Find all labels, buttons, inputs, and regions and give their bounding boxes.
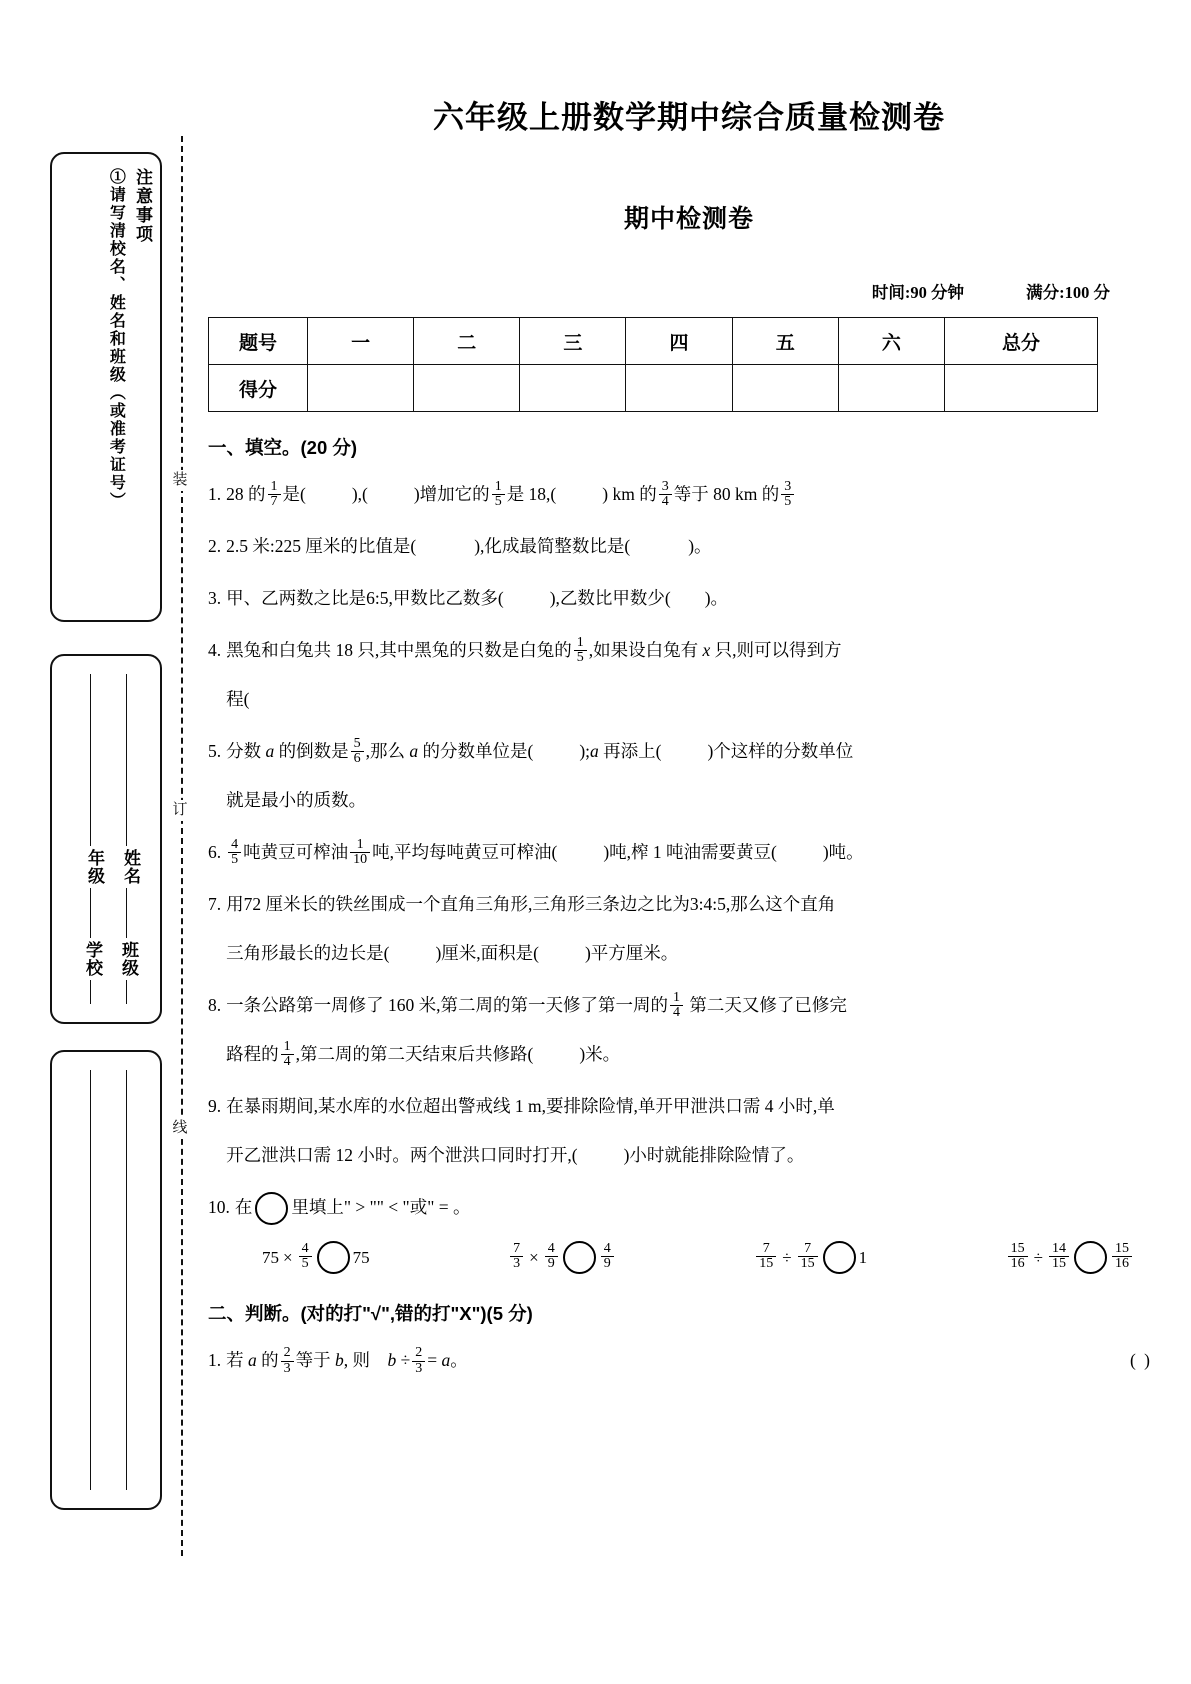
info-line-class[interactable]: [126, 1070, 127, 1490]
fraction-2-3-a: $\frac{2}{3}$: [281, 1346, 294, 1376]
comparison-1: 75 × $\frac{4}{5}$ 75: [262, 1241, 370, 1274]
seal-mark-zhuang: 装: [160, 470, 200, 491]
score-col-2: 二: [414, 318, 520, 365]
fraction-4-5-c1: $\frac{4}{5}$: [299, 1242, 312, 1272]
score-table[interactable]: [208, 317, 1098, 412]
seal-mark-ding: 订: [160, 800, 200, 821]
question-8-number: 8.: [208, 995, 222, 1015]
fraction-7-15-c3: $\frac{7}{15}$: [756, 1242, 776, 1272]
question-1-number: 1.: [208, 484, 222, 504]
score-col-4: 四: [626, 318, 732, 365]
question-7-number: 7.: [208, 894, 222, 914]
fraction-5-6: $\frac{5}{6}$: [351, 737, 364, 767]
question-9-number: 9.: [208, 1096, 222, 1116]
question-5: [208, 734, 1170, 818]
info-label-grade: 年级: [82, 846, 107, 888]
fraction-1-5: $\frac{1}{5}$: [492, 480, 505, 510]
info-label-class: 班级: [116, 938, 141, 980]
question-3: [208, 581, 1170, 616]
score-row-label-question: 题号: [209, 318, 308, 365]
compare-circle-2[interactable]: [563, 1241, 596, 1274]
score-col-3: 三: [520, 318, 626, 365]
notice-title: 注意事项: [133, 168, 152, 244]
fraction-15-16-c4b: $\frac{15}{16}$: [1112, 1242, 1132, 1272]
question-9-body: 在暴雨期间,某水库的水位超出警戒线 1 m,要排除险情,单开甲泄洪口需 4 小时,单 开乙泄洪口需 12 小时。两个泄洪口同时打开,( )小时就能排除险情了。: [226, 1089, 1170, 1173]
info-line-school[interactable]: [90, 1070, 91, 1490]
fraction-1-4-a: $\frac{1}{4}$: [670, 991, 683, 1021]
fraction-1-5-q4: $\frac{1}{5}$: [574, 636, 587, 666]
question-5-body: 分数 a 的倒数是 $\frac{5}{6}$ ,那么 a 的分数单位是( );a 再添上( )个这样的分数单位 就是最小的质数。: [226, 734, 1170, 818]
table-row-question-numbers: [209, 318, 1098, 365]
fraction-7-3-c2: $\frac{7}{3}$: [510, 1242, 523, 1272]
question-6: [208, 835, 1170, 870]
score-cell-3[interactable]: [520, 365, 626, 412]
score-col-5: 五: [732, 318, 838, 365]
table-row-scores: [209, 365, 1098, 412]
score-cell-1[interactable]: [308, 365, 414, 412]
question-2-number: 2.: [208, 536, 222, 556]
question-8-line2: 路程的 $\frac{1}{4}$ ,第二周的第二天结束后共修路( )米。: [226, 1038, 621, 1070]
question-10-body: 在 里填上" > "" < "或" = 。: [235, 1190, 1170, 1225]
section2-question-1: [208, 1343, 1170, 1378]
notice-box: [50, 152, 162, 622]
compare-circle-prompt[interactable]: [255, 1192, 288, 1225]
section2-question-1-body: 若 a 的 $\frac{2}{3}$ 等于 b, 则 b ÷ $\frac{2}{3}$ = a。 ( ): [226, 1343, 1170, 1378]
fraction-4-9-c2b: $\frac{4}{9}$: [601, 1242, 614, 1272]
question-7-line2: 三角形最长的边长是( )厘米,面积是( )平方厘米。: [226, 943, 679, 963]
fraction-3-5: $\frac{3}{5}$: [781, 480, 794, 510]
score-col-total: 总分: [945, 318, 1098, 365]
question-7: [208, 887, 1170, 971]
score-cell-6[interactable]: [838, 365, 944, 412]
question-7-body: 用72 厘米长的铁丝围成一个直角三角形,三角形三条边之比为3:4:5,那么这个直角 三角形最长的边长是( )厘米,面积是( )平方厘米。: [226, 887, 1170, 971]
full-score-label: 满分:100 分: [1026, 283, 1110, 302]
info-label-school: 学校: [80, 938, 105, 980]
answer-paren[interactable]: ( ): [1129, 1350, 1152, 1371]
comparison-2: $\frac{7}{3}$ × $\frac{4}{9}$ $\frac{4}{9}$: [508, 1241, 616, 1274]
fraction-7-15-c3b: $\frac{7}{15}$: [798, 1242, 818, 1272]
comparison-row: [208, 1241, 1170, 1274]
score-cell-5[interactable]: [732, 365, 838, 412]
question-6-body: $\frac{4}{5}$ 吨黄豆可榨油 $\frac{1}{10}$ 吨,平均每吨黄豆可榨油( )吨,榨 1 吨油需要黄豆( )吨。: [226, 835, 1170, 870]
question-9-line2: 开乙泄洪口需 12 小时。两个泄洪口同时打开,( )小时就能排除险情了。: [226, 1145, 805, 1165]
question-8: [208, 988, 1170, 1072]
fraction-4-9-c2: $\frac{4}{9}$: [545, 1242, 558, 1272]
question-5-number: 5.: [208, 741, 222, 761]
student-info-box-upper[interactable]: [50, 654, 162, 1024]
comparison-4: $\frac{15}{16}$ ÷ $\frac{14}{15}$ $\frac{15}{16}$: [1006, 1241, 1134, 1274]
question-4-number: 4.: [208, 640, 222, 660]
seal-mark-xian: 线: [160, 1118, 200, 1139]
fraction-2-3-b: $\frac{2}{3}$: [412, 1346, 425, 1376]
score-cell-2[interactable]: [414, 365, 520, 412]
time-limit-label: 时间:90 分钟: [871, 283, 964, 302]
question-6-number: 6.: [208, 842, 222, 862]
notice-body: ①请写清校名、姓名和班级（或准考证号）: [107, 168, 125, 510]
score-col-1: 一: [308, 318, 414, 365]
fraction-1-7: $\frac{1}{7}$: [268, 480, 281, 510]
seal-dashed-line: [181, 136, 183, 1556]
student-info-box-lower[interactable]: [50, 1050, 162, 1510]
section-heading-2: 二、判断。(对的打"√",错的打"X")(5 分): [208, 1303, 533, 1325]
page-subtitle: 期中检测卷: [623, 205, 754, 233]
question-2: [208, 529, 1170, 564]
score-cell-4[interactable]: [626, 365, 732, 412]
question-10-number: 10.: [208, 1197, 230, 1217]
fraction-3-4: $\frac{3}{4}$: [659, 480, 672, 510]
question-4-body: 黑兔和白兔共 18 只,其中黑兔的只数是白兔的 $\frac{1}{5}$ ,如果设白兔有 x 只,则可以得到方 程(: [226, 633, 1170, 717]
section-heading-1: 一、填空。(20 分): [208, 437, 358, 458]
exam-meta: [208, 279, 1170, 303]
fraction-1-4-b: $\frac{1}{4}$: [281, 1040, 294, 1070]
compare-circle-1[interactable]: [317, 1241, 350, 1274]
question-5-line2: 就是最小的质数。: [226, 790, 367, 810]
fraction-15-16-c4: $\frac{15}{16}$: [1008, 1242, 1028, 1272]
compare-circle-3[interactable]: [823, 1241, 856, 1274]
section2-question-1-number: 1.: [208, 1350, 222, 1371]
exam-content: [208, 0, 1170, 1378]
question-4: [208, 633, 1170, 717]
question-1: [208, 477, 1170, 512]
score-row-label-score: 得分: [209, 365, 308, 412]
comparison-3: $\frac{7}{15}$ ÷ $\frac{7}{15}$ 1: [754, 1241, 867, 1274]
fraction-14-15-c4: $\frac{14}{15}$: [1049, 1242, 1069, 1272]
info-label-name: 姓名: [118, 846, 143, 888]
question-9: [208, 1089, 1170, 1173]
question-1-body: 28 的 $\frac{1}{7}$ 是( ),( )增加它的 $\frac{1}{5}$ 是 18,( ) km 的 $\frac{3}{4}$ 等于 80 km 的 $\frac{3}{5}$: [226, 477, 1170, 512]
page-title: 六年级上册数学期中综合质量检测卷: [433, 100, 945, 135]
question-8-body: 一条公路第一周修了 160 米,第二周的第一天修了第一周的 $\frac{1}{4}$ 第二天又修了已修完 路程的 $\frac{1}{4}$ ,第二周的第二天结束后共修路( )米。: [226, 988, 1170, 1072]
score-cell-total[interactable]: [945, 365, 1098, 412]
question-4-line2: 程(: [226, 689, 250, 709]
fraction-4-5: $\frac{4}{5}$: [228, 838, 241, 868]
question-2-body: 2.5 米:225 厘米的比值是( ),化成最简整数比是( )。: [226, 536, 712, 556]
question-3-number: 3.: [208, 588, 222, 608]
question-3-body: 甲、乙两数之比是6:5,甲数比乙数多( ),乙数比甲数少( )。: [226, 588, 729, 608]
score-col-6: 六: [838, 318, 944, 365]
fraction-1-10: $\frac{1}{10}$: [350, 838, 370, 868]
question-10: [208, 1190, 1170, 1225]
compare-circle-4[interactable]: [1074, 1241, 1107, 1274]
